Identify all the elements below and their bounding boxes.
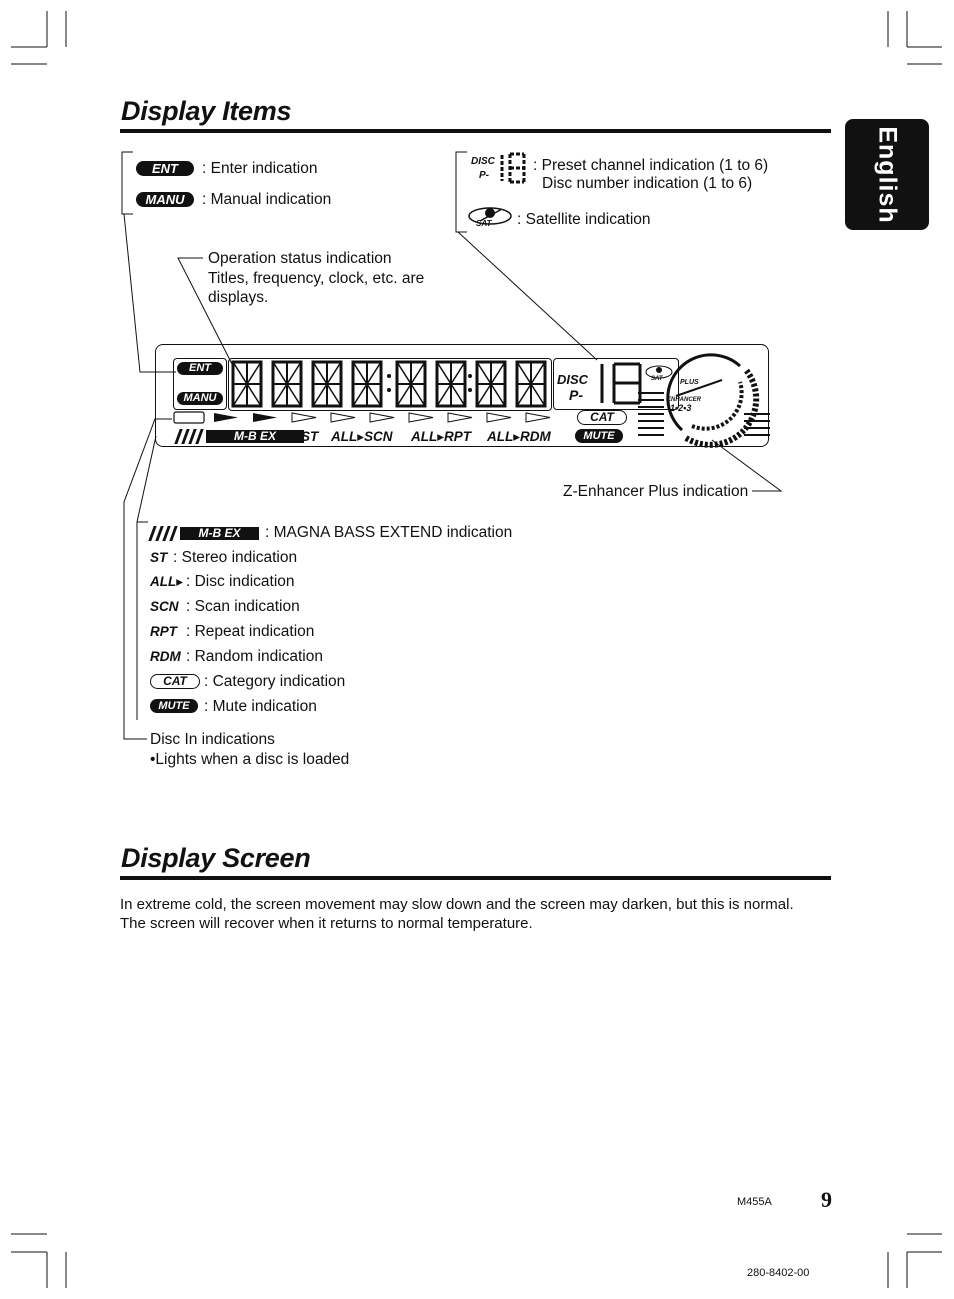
mbex-label: : MAGNA BASS EXTEND indication [265, 524, 513, 541]
scn-label: : Scan indication [186, 598, 300, 615]
document-code: 280-8402-00 [747, 1267, 810, 1279]
scn-icon: SCN [150, 599, 179, 614]
cat-label: : Category indication [204, 673, 346, 690]
cat-icon: CAT [150, 674, 200, 689]
manu-label: : Manual indication [202, 191, 332, 208]
z-enhancer-label: Z-Enhancer Plus indication [563, 483, 749, 500]
lcd-panel [155, 344, 769, 447]
mute-icon: MUTE [150, 699, 198, 713]
lcd-disc-icon: DISC [557, 372, 589, 387]
lcd-disc-in-row [174, 412, 554, 426]
lcd-ent-icon: ENT [177, 362, 223, 375]
lcd-plus-text: PLUS [680, 379, 699, 386]
operation-status-line-2: Titles, frequency, clock, etc. are [208, 270, 425, 287]
ent-icon: ENT [136, 161, 194, 176]
ent-label: : Enter indication [202, 160, 318, 177]
rpt-label: : Repeat indication [186, 623, 315, 640]
display-screen-text-1: In extreme cold, the screen movement may slow down and the screen may darken, but this is normal. [120, 896, 794, 913]
all-icon: ALL▸ [150, 574, 184, 589]
lcd-st-icon: ST [301, 429, 319, 444]
disc-icon: DISC [471, 156, 495, 167]
lcd-cat-icon: CAT [577, 410, 627, 425]
lcd-mbex-label: M-B EX [206, 430, 304, 443]
lcd-mbex-icon [175, 429, 290, 445]
section-title-display-items: Display Items [121, 96, 292, 126]
section-rule [120, 876, 831, 880]
display-screen-text-2: The screen will recover when it returns to normal temperature. [120, 915, 533, 932]
lcd-dot-matrix [230, 360, 550, 408]
mbex-icon-label: M-B EX [180, 527, 259, 540]
lcd-enhancer-levels: 1•2•3 [670, 403, 692, 413]
rpt-icon: RPT [150, 624, 177, 639]
page-number: 9 [821, 1187, 832, 1212]
lcd-all-rpt-icon: ALL▸RPT [411, 429, 472, 444]
segment-digit-icon [498, 151, 528, 185]
lcd-sat-text: SAT [651, 376, 663, 382]
language-tab-label: English [873, 126, 902, 224]
model-code: M455A [737, 1196, 772, 1208]
st-label: : Stereo indication [173, 549, 298, 566]
lcd-all-rdm-icon: ALL▸RDM [487, 429, 551, 444]
lcd-all-scn-icon: ALL▸SCN [331, 429, 393, 444]
disc-in-line-1: Disc In indications [150, 731, 275, 748]
manu-icon: MANU [136, 192, 194, 207]
lcd-mute-icon: MUTE [575, 429, 623, 443]
mbex-icon [149, 526, 264, 542]
sat-icon-text: SAT [476, 219, 492, 228]
rdm-label: : Random indication [186, 648, 323, 665]
lcd-manu-icon: MANU [177, 392, 223, 405]
operation-status-line-3: displays. [208, 289, 269, 306]
rdm-icon: RDM [150, 649, 181, 664]
preset-label-2: Disc number indication (1 to 6) [542, 175, 753, 192]
satellite-label: : Satellite indication [517, 211, 651, 228]
lcd-enhancer-text: ENHANCER [667, 397, 702, 403]
section-title-display-screen: Display Screen [121, 843, 311, 873]
st-icon: ST [150, 550, 168, 565]
all-label: : Disc indication [186, 573, 295, 590]
mute-label: : Mute indication [204, 698, 317, 715]
preset-p-icon: P- [479, 170, 489, 181]
preset-label-1: : Preset channel indication (1 to 6) [533, 157, 769, 174]
operation-status-line-1: Operation status indication [208, 250, 392, 267]
lcd-p-icon: P- [569, 387, 583, 403]
disc-in-line-2: •Lights when a disc is loaded [150, 751, 350, 768]
